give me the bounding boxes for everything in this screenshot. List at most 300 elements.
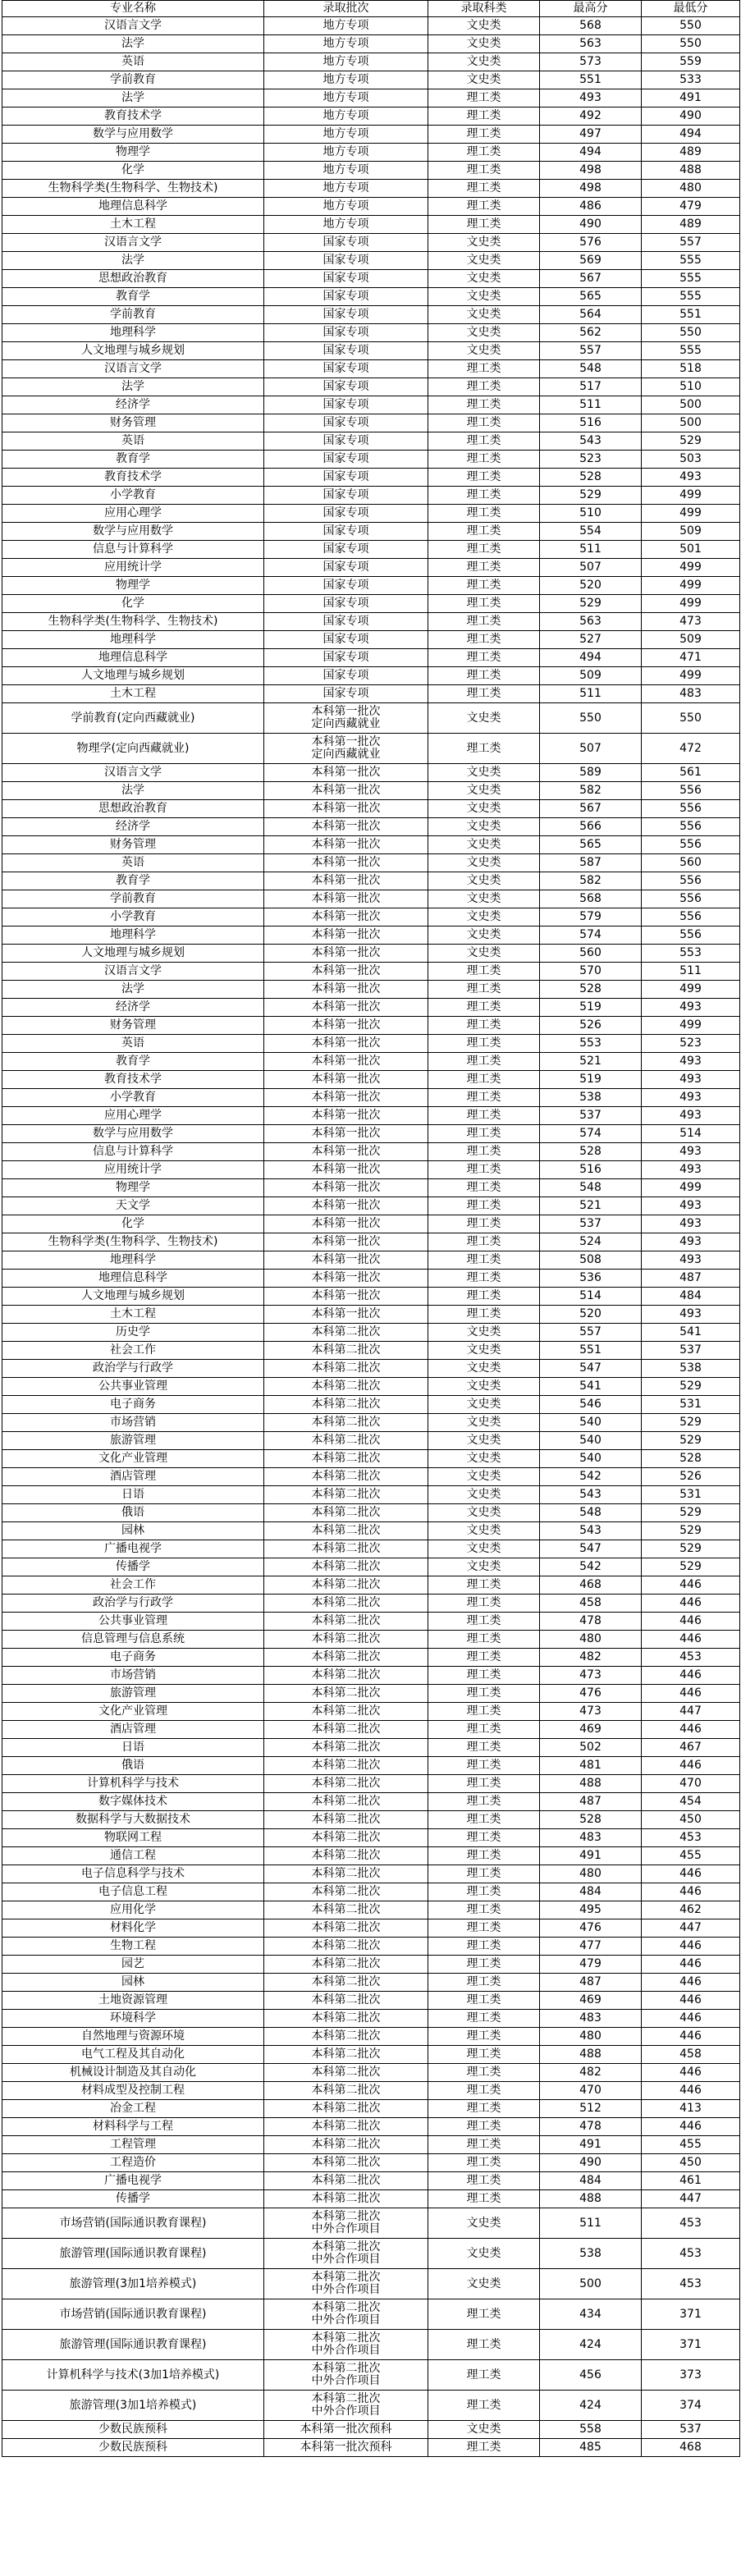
cell-min-score: 453	[642, 1649, 740, 1667]
table-row	[2, 2360, 740, 2391]
cell-major: 生物科学类(生物科学、生物技术)	[2, 1233, 264, 1251]
cell-batch: 国家专项	[264, 469, 428, 487]
table-row	[2, 2154, 740, 2172]
cell-category: 理工类	[428, 1757, 540, 1775]
cell-major: 材料科学与工程	[2, 2118, 264, 2136]
cell-min-score: 551	[642, 306, 740, 324]
cell-category: 理工类	[428, 1956, 540, 1974]
table-row	[2, 1522, 740, 1540]
cell-batch: 本科第一批次	[264, 872, 428, 890]
cell-max-score: 424	[540, 2330, 642, 2360]
table-row	[2, 1919, 740, 1938]
cell-max-score: 521	[540, 1053, 642, 1071]
cell-max-score: 490	[540, 2154, 642, 2172]
cell-major: 材料成型及控制工程	[2, 2082, 264, 2100]
cell-max-score: 557	[540, 1324, 642, 1342]
cell-min-score: 529	[642, 1522, 740, 1540]
cell-max-score: 493	[540, 89, 642, 108]
cell-category: 文史类	[428, 2269, 540, 2299]
cell-category: 理工类	[428, 1107, 540, 1125]
cell-min-score: 560	[642, 854, 740, 872]
header-row	[2, 1, 740, 17]
cell-max-score: 487	[540, 1974, 642, 1992]
cell-max-score: 469	[540, 1721, 642, 1739]
cell-min-score: 518	[642, 360, 740, 378]
cell-max-score: 523	[540, 451, 642, 469]
table-row	[2, 2172, 740, 2190]
cell-max-score: 511	[540, 396, 642, 414]
table-row	[2, 927, 740, 945]
cell-max-score: 494	[540, 144, 642, 162]
cell-category: 理工类	[428, 1667, 540, 1685]
cell-category: 文史类	[428, 890, 540, 908]
cell-min-score: 550	[642, 324, 740, 342]
cell-min-score: 453	[642, 2208, 740, 2239]
cell-category: 文史类	[428, 800, 540, 818]
cell-min-score: 529	[642, 432, 740, 451]
cell-category: 理工类	[428, 577, 540, 595]
cell-major: 冶金工程	[2, 2100, 264, 2118]
cell-major: 园艺	[2, 1956, 264, 1974]
cell-max-score: 563	[540, 35, 642, 53]
cell-category: 理工类	[428, 2064, 540, 2082]
cell-max-score: 500	[540, 2269, 642, 2299]
cell-batch: 国家专项	[264, 649, 428, 667]
table-row	[2, 1288, 740, 1306]
table-row	[2, 216, 740, 234]
cell-major: 政治学与行政学	[2, 1595, 264, 1613]
cell-category: 理工类	[428, 667, 540, 685]
cell-batch: 本科第二批次	[264, 1938, 428, 1956]
cell-batch: 国家专项	[264, 342, 428, 360]
cell-major: 物理学	[2, 1179, 264, 1197]
cell-category: 文史类	[428, 2421, 540, 2439]
cell-major: 电子商务	[2, 1396, 264, 1414]
table-row	[2, 1233, 740, 1251]
table-row	[2, 306, 740, 324]
cell-batch: 本科第二批次	[264, 1324, 428, 1342]
cell-category: 理工类	[428, 631, 540, 649]
cell-batch: 本科第二批次	[264, 2172, 428, 2190]
table-row	[2, 1342, 740, 1360]
cell-category: 理工类	[428, 541, 540, 559]
cell-major: 传播学	[2, 2190, 264, 2208]
cell-batch: 本科第一批次	[264, 890, 428, 908]
cell-major: 应用心理学	[2, 1107, 264, 1125]
cell-major: 公共事业管理	[2, 1378, 264, 1396]
cell-category: 理工类	[428, 2360, 540, 2391]
cell-category: 理工类	[428, 2100, 540, 2118]
cell-batch: 本科第二批次	[264, 1775, 428, 1793]
table-row	[2, 1811, 740, 1829]
cell-max-score: 546	[540, 1396, 642, 1414]
cell-min-score: 556	[642, 890, 740, 908]
cell-major: 社会工作	[2, 1576, 264, 1595]
cell-batch: 本科第二批次	[264, 1631, 428, 1649]
cell-max-score: 538	[540, 1089, 642, 1107]
table-row	[2, 1883, 740, 1901]
cell-batch: 本科第二批次	[264, 2190, 428, 2208]
cell-major: 学前教育	[2, 71, 264, 89]
cell-min-score: 453	[642, 1829, 740, 1847]
cell-major: 广播电视学	[2, 1540, 264, 1558]
cell-category: 文史类	[428, 1486, 540, 1504]
cell-major: 地理科学	[2, 631, 264, 649]
cell-category: 理工类	[428, 1071, 540, 1089]
cell-min-score: 374	[642, 2391, 740, 2421]
cell-max-score: 476	[540, 1919, 642, 1938]
cell-batch: 本科第一批次	[264, 963, 428, 981]
cell-min-score: 509	[642, 631, 740, 649]
cell-min-score: 550	[642, 703, 740, 734]
cell-max-score: 574	[540, 927, 642, 945]
table-row	[2, 1956, 740, 1974]
cell-batch: 本科第一批次	[264, 1107, 428, 1125]
cell-major: 经济学	[2, 396, 264, 414]
cell-major: 学前教育	[2, 890, 264, 908]
cell-min-score: 493	[642, 1161, 740, 1179]
cell-max-score: 512	[540, 2100, 642, 2118]
cell-max-score: 529	[540, 595, 642, 613]
cell-max-score: 492	[540, 108, 642, 126]
table-row	[2, 1685, 740, 1703]
table-row	[2, 1179, 740, 1197]
cell-min-score: 455	[642, 2136, 740, 2154]
cell-category: 理工类	[428, 2154, 540, 2172]
cell-major: 工程造价	[2, 2154, 264, 2172]
cell-max-score: 490	[540, 216, 642, 234]
cell-batch: 国家专项	[264, 432, 428, 451]
cell-major: 市场营销	[2, 1414, 264, 1432]
cell-batch: 本科第二批次	[264, 1432, 428, 1450]
cell-major: 旅游管理(3加1培养模式)	[2, 2269, 264, 2299]
cell-min-score: 529	[642, 1558, 740, 1576]
cell-batch: 本科第二批次	[264, 1829, 428, 1847]
cell-batch: 本科第一批次	[264, 999, 428, 1017]
cell-batch: 本科第二批次	[264, 1956, 428, 1974]
cell-category: 文史类	[428, 1342, 540, 1360]
cell-max-score: 519	[540, 1071, 642, 1089]
cell-major: 市场营销(国际通识教育课程)	[2, 2299, 264, 2330]
cell-major: 法学	[2, 378, 264, 396]
cell-major: 英语	[2, 53, 264, 71]
cell-category: 理工类	[428, 126, 540, 144]
cell-min-score: 501	[642, 541, 740, 559]
table-row	[2, 487, 740, 505]
table-row	[2, 1089, 740, 1107]
cell-major: 人文地理与城乡规划	[2, 667, 264, 685]
cell-batch: 本科第二批次	[264, 2082, 428, 2100]
cell-max-score: 542	[540, 1468, 642, 1486]
table-row	[2, 505, 740, 523]
table-row	[2, 1793, 740, 1811]
cell-major: 广播电视学	[2, 2172, 264, 2190]
cell-max-score: 566	[540, 818, 642, 836]
cell-category: 理工类	[428, 1811, 540, 1829]
cell-min-score: 509	[642, 523, 740, 541]
cell-batch: 本科第一批次	[264, 1035, 428, 1053]
cell-min-score: 446	[642, 2010, 740, 2028]
cell-min-score: 531	[642, 1486, 740, 1504]
cell-major: 地理科学	[2, 324, 264, 342]
cell-major: 信息管理与信息系统	[2, 1631, 264, 1649]
cell-max-score: 540	[540, 1450, 642, 1468]
cell-major: 公共事业管理	[2, 1613, 264, 1631]
cell-max-score: 488	[540, 1775, 642, 1793]
table-row	[2, 1901, 740, 1919]
cell-batch: 地方专项	[264, 180, 428, 198]
table-row	[2, 703, 740, 734]
cell-max-score: 527	[540, 631, 642, 649]
cell-major: 汉语言文学	[2, 764, 264, 782]
table-row	[2, 1414, 740, 1432]
cell-major: 工程管理	[2, 2136, 264, 2154]
cell-major: 材料化学	[2, 1919, 264, 1938]
cell-max-score: 487	[540, 1793, 642, 1811]
cell-batch: 地方专项	[264, 144, 428, 162]
table-row	[2, 1197, 740, 1215]
cell-batch: 本科第二批次	[264, 2100, 428, 2118]
cell-category: 文史类	[428, 270, 540, 288]
cell-category: 理工类	[428, 963, 540, 981]
cell-batch: 本科第一批次	[264, 1197, 428, 1215]
table-row	[2, 1576, 740, 1595]
cell-min-score: 493	[642, 1053, 740, 1071]
cell-batch: 本科第二批次	[264, 1558, 428, 1576]
cell-batch: 本科第一批次	[264, 764, 428, 782]
cell-category: 文史类	[428, 2208, 540, 2239]
table-row	[2, 523, 740, 541]
table-row	[2, 1595, 740, 1613]
cell-batch: 地方专项	[264, 126, 428, 144]
cell-max-score: 458	[540, 1595, 642, 1613]
cell-batch: 本科第一批次	[264, 981, 428, 999]
cell-batch: 国家专项	[264, 252, 428, 270]
cell-category: 理工类	[428, 1270, 540, 1288]
cell-category: 理工类	[428, 1143, 540, 1161]
cell-category: 文史类	[428, 1414, 540, 1432]
cell-batch: 本科第二批次	[264, 2010, 428, 2028]
table-row	[2, 17, 740, 35]
cell-major: 物理学(定向西藏就业)	[2, 734, 264, 764]
cell-major: 俄语	[2, 1504, 264, 1522]
cell-category: 理工类	[428, 2046, 540, 2064]
table-row	[2, 1992, 740, 2010]
table-row	[2, 360, 740, 378]
cell-category: 理工类	[428, 1829, 540, 1847]
cell-category: 理工类	[428, 1775, 540, 1793]
cell-max-score: 468	[540, 1576, 642, 1595]
table-row	[2, 2299, 740, 2330]
cell-batch: 本科第二批次	[264, 1901, 428, 1919]
cell-min-score: 550	[642, 17, 740, 35]
cell-batch: 国家专项	[264, 505, 428, 523]
cell-major: 数字媒体技术	[2, 1793, 264, 1811]
cell-min-score: 447	[642, 1703, 740, 1721]
cell-min-score: 446	[642, 2082, 740, 2100]
cell-category: 理工类	[428, 2391, 540, 2421]
cell-min-score: 555	[642, 270, 740, 288]
table-row	[2, 414, 740, 432]
cell-min-score: 483	[642, 685, 740, 703]
cell-min-score: 446	[642, 1667, 740, 1685]
cell-max-score: 478	[540, 1613, 642, 1631]
cell-category: 理工类	[428, 2172, 540, 2190]
cell-batch: 本科第一批次 定向西藏就业	[264, 703, 428, 734]
cell-major: 汉语言文学	[2, 17, 264, 35]
cell-max-score: 482	[540, 1649, 642, 1667]
cell-min-score: 499	[642, 595, 740, 613]
cell-min-score: 447	[642, 2190, 740, 2208]
table-row	[2, 1251, 740, 1270]
table-row	[2, 2208, 740, 2239]
cell-major: 电子商务	[2, 1649, 264, 1667]
cell-major: 环境科学	[2, 2010, 264, 2028]
cell-batch: 本科第二批次	[264, 1360, 428, 1378]
table-row	[2, 2391, 740, 2421]
cell-min-score: 455	[642, 1847, 740, 1865]
cell-min-score: 446	[642, 1721, 740, 1739]
cell-max-score: 478	[540, 2118, 642, 2136]
cell-category: 文史类	[428, 324, 540, 342]
cell-category: 文史类	[428, 1558, 540, 1576]
cell-min-score: 493	[642, 1215, 740, 1233]
cell-min-score: 490	[642, 108, 740, 126]
cell-min-score: 371	[642, 2330, 740, 2360]
cell-min-score: 499	[642, 667, 740, 685]
cell-batch: 本科第二批次	[264, 1919, 428, 1938]
cell-batch: 本科第一批次预科	[264, 2439, 428, 2457]
cell-batch: 本科第二批次	[264, 1468, 428, 1486]
cell-batch: 本科第二批次	[264, 2028, 428, 2046]
cell-major: 园林	[2, 1974, 264, 1992]
cell-max-score: 548	[540, 1504, 642, 1522]
cell-min-score: 537	[642, 2421, 740, 2439]
cell-min-score: 493	[642, 1233, 740, 1251]
table-row	[2, 35, 740, 53]
cell-batch: 本科第一批次	[264, 1233, 428, 1251]
table-row	[2, 396, 740, 414]
table-row	[2, 1306, 740, 1324]
cell-major: 应用化学	[2, 1901, 264, 1919]
cell-max-score: 548	[540, 1179, 642, 1197]
cell-batch: 本科第二批次 中外合作项目	[264, 2208, 428, 2239]
cell-major: 园林	[2, 1522, 264, 1540]
cell-batch: 地方专项	[264, 35, 428, 53]
cell-category: 理工类	[428, 649, 540, 667]
cell-batch: 地方专项	[264, 89, 428, 108]
table-header	[2, 1, 740, 17]
cell-max-score: 476	[540, 1685, 642, 1703]
cell-batch: 本科第一批次	[264, 854, 428, 872]
table-row	[2, 613, 740, 631]
cell-min-score: 541	[642, 1324, 740, 1342]
cell-max-score: 521	[540, 1197, 642, 1215]
cell-major: 应用统计学	[2, 1161, 264, 1179]
table-row	[2, 1739, 740, 1757]
cell-major: 酒店管理	[2, 1721, 264, 1739]
cell-max-score: 548	[540, 360, 642, 378]
cell-min-score: 553	[642, 945, 740, 963]
cell-batch: 国家专项	[264, 487, 428, 505]
cell-major: 法学	[2, 89, 264, 108]
cell-major: 机械设计制造及其自动化	[2, 2064, 264, 2082]
cell-category: 文史类	[428, 782, 540, 800]
cell-major: 数学与应用数学	[2, 126, 264, 144]
table-row	[2, 800, 740, 818]
cell-min-score: 493	[642, 1197, 740, 1215]
table-row	[2, 2064, 740, 2082]
cell-category: 文史类	[428, 252, 540, 270]
cell-max-score: 579	[540, 908, 642, 927]
cell-category: 理工类	[428, 613, 540, 631]
cell-batch: 国家专项	[264, 451, 428, 469]
cell-max-score: 538	[540, 2239, 642, 2269]
cell-batch: 本科第二批次	[264, 2046, 428, 2064]
cell-category: 理工类	[428, 1685, 540, 1703]
cell-batch: 本科第二批次	[264, 1703, 428, 1721]
table-row	[2, 2028, 740, 2046]
cell-major: 汉语言文学	[2, 234, 264, 252]
header-max-score: 最高分	[540, 1, 642, 17]
table-row	[2, 908, 740, 927]
cell-category: 文史类	[428, 306, 540, 324]
cell-major: 信息与计算科学	[2, 1143, 264, 1161]
cell-min-score: 479	[642, 198, 740, 216]
cell-category: 理工类	[428, 1631, 540, 1649]
table-row	[2, 1703, 740, 1721]
cell-min-score: 499	[642, 559, 740, 577]
cell-max-score: 434	[540, 2299, 642, 2330]
cell-max-score: 565	[540, 288, 642, 306]
cell-major: 少数民族预科	[2, 2439, 264, 2457]
cell-major: 应用心理学	[2, 505, 264, 523]
cell-max-score: 481	[540, 1757, 642, 1775]
cell-major: 化学	[2, 1215, 264, 1233]
cell-category: 理工类	[428, 505, 540, 523]
table-row	[2, 818, 740, 836]
cell-batch: 国家专项	[264, 306, 428, 324]
cell-major: 应用统计学	[2, 559, 264, 577]
cell-max-score: 469	[540, 1992, 642, 2010]
cell-category: 理工类	[428, 1649, 540, 1667]
table-row	[2, 1053, 740, 1071]
cell-max-score: 558	[540, 2421, 642, 2439]
cell-category: 理工类	[428, 216, 540, 234]
cell-major: 天文学	[2, 1197, 264, 1215]
cell-batch: 本科第二批次	[264, 1649, 428, 1667]
table-row	[2, 126, 740, 144]
table-row	[2, 541, 740, 559]
cell-max-score: 484	[540, 2172, 642, 2190]
cell-category: 文史类	[428, 53, 540, 71]
cell-batch: 国家专项	[264, 270, 428, 288]
cell-major: 旅游管理(国际通识教育课程)	[2, 2239, 264, 2269]
cell-max-score: 568	[540, 890, 642, 908]
cell-category: 理工类	[428, 378, 540, 396]
cell-category: 理工类	[428, 2010, 540, 2028]
cell-max-score: 565	[540, 836, 642, 854]
cell-category: 理工类	[428, 2082, 540, 2100]
cell-min-score: 454	[642, 1793, 740, 1811]
cell-min-score: 493	[642, 1107, 740, 1125]
table-row	[2, 1504, 740, 1522]
table-row	[2, 685, 740, 703]
cell-batch: 国家专项	[264, 234, 428, 252]
cell-max-score: 540	[540, 1414, 642, 1432]
cell-min-score: 500	[642, 414, 740, 432]
cell-min-score: 511	[642, 963, 740, 981]
